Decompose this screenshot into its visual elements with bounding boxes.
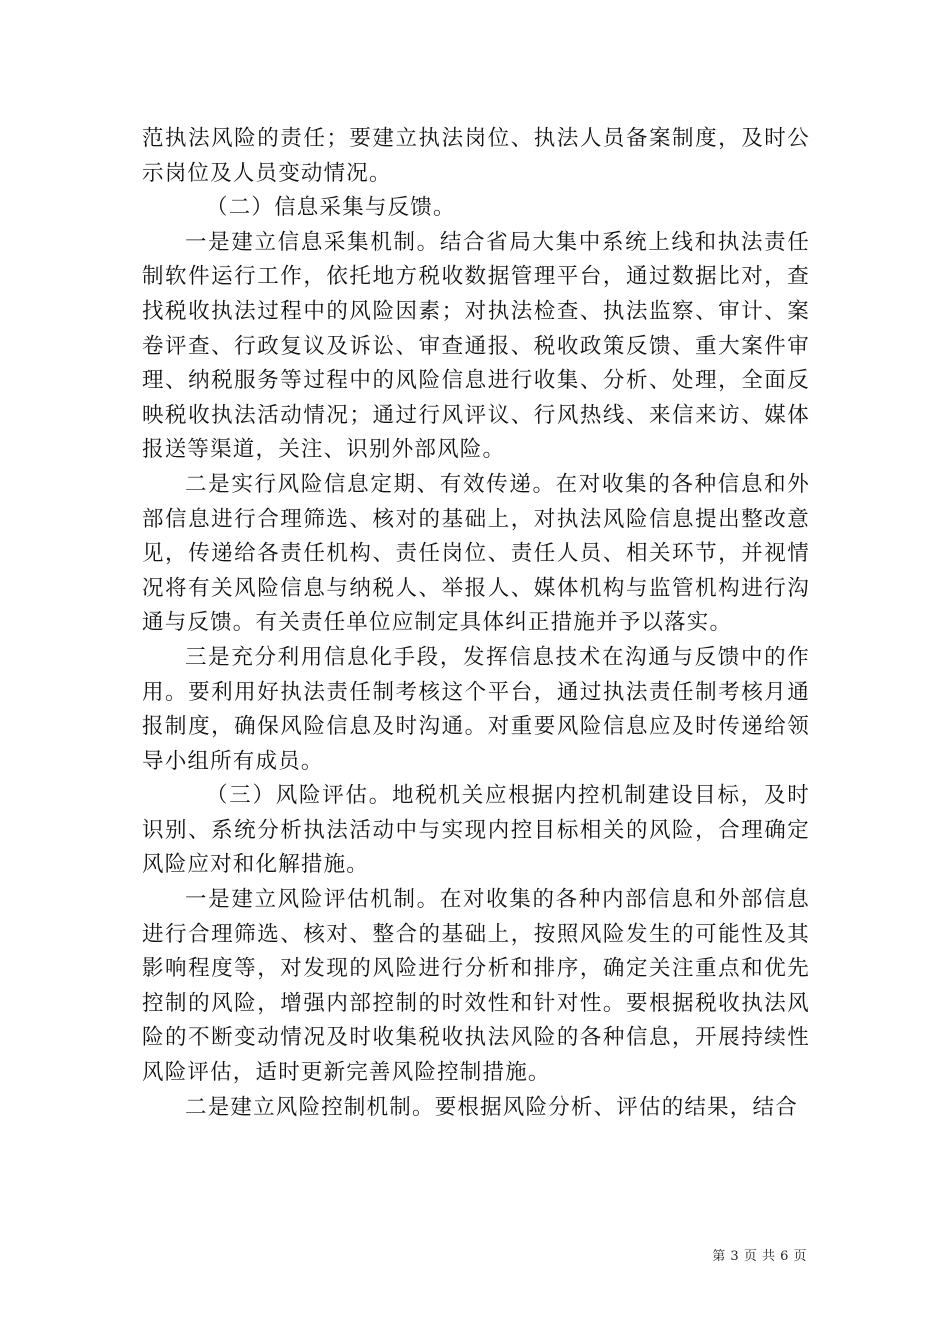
- section-heading-risk-assessment: （三）风险评估。地税机关应根据内控机制建设目标，及时识别、系统分析执法活动中与实现内控目标相关的风险，合理确定风险应对和化解措施。: [142, 783, 810, 878]
- paragraph: 一是建立信息采集机制。结合省局大集中系统上线和执法责任制软件运行工作，依托地方税收数据管理平台，通过数据比对，查找税收执法过程中的风险因素；对执法检查、执法监察、审计、案卷评查、行政复议及诉讼、审查通报、税收政策反馈、重大案件审理、纳税服务等过程中的风险信息进行收集、分析、处理，全面反映税收执法活动情况；通过行风评议、行风热线、来信来访、媒体报送等渠道，关注、识别外部风险。: [142, 229, 810, 463]
- body-text: [142, 122, 810, 1125]
- paragraph: 一是建立风险评估机制。在对收集的各种内部信息和外部信息进行合理筛选、核对、整合的基础上，按照风险发生的可能性及其影响程度等，对发现的风险进行分析和排序，确定关注重点和优先控制的风险，增强内部控制的时效性和针对性。要根据税收执法风险的不断变动情况及时收集税收执法风险的各种信息，开展持续性风险评估，适时更新完善风险控制措施。: [142, 887, 810, 1086]
- paragraph-continuation: 范执法风险的责任；要建立执法岗位、执法人员备案制度，及时公示岗位及人员变动情况。: [142, 126, 810, 186]
- page-number: 第 3 页 共 6 页: [712, 1249, 807, 1264]
- paragraph: 二是建立风险控制机制。要根据风险分析、评估的结果，结合: [185, 1094, 798, 1120]
- paragraph: 二是实行风险信息定期、有效传递。在对收集的各种信息和外部信息进行合理筛选、核对的基础上，对执法风险信息提出整改意见，传递给各责任机构、责任岗位、责任人员、相关环节，并视情况将有关风险信息与纳税人、举报人、媒体机构与监管机构进行沟通与反馈。有关责任单位应制定具体纠正措施并予以落实。: [142, 471, 810, 636]
- section-heading-information: （二）信息采集与反馈。: [206, 195, 456, 221]
- paragraph: 三是充分利用信息化手段，发挥信息技术在沟通与反馈中的作用。要利用好执法责任制考核这个平台，通过执法责任制考核月通报制度，确保风险信息及时沟通。对重要风险信息应及时传递给领导小组所有成员。: [142, 644, 810, 774]
